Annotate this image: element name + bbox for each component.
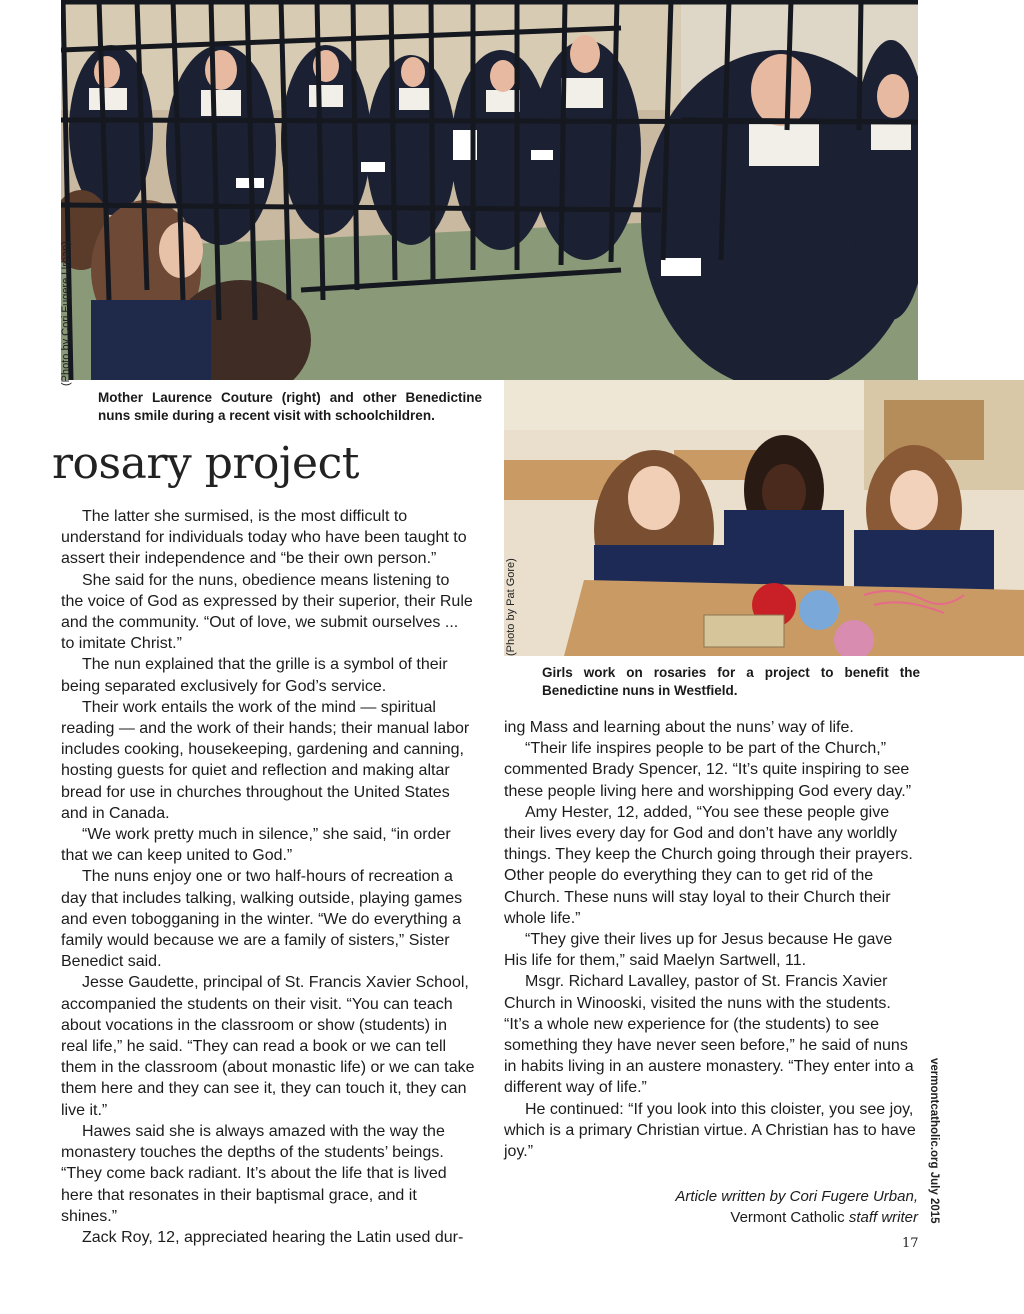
paragraph: The nun explained that the grille is a symbol of their being separated exclusively for God’s service. bbox=[61, 656, 448, 695]
paragraph: Hawes said she is always amazed with the way the monastery touches the depths of the students’ beings. “They come back radiant. It’s about the life that is lived here that resonates in their baptismal grace, and it shines.” bbox=[61, 1122, 447, 1225]
headline: rosary project bbox=[52, 438, 359, 489]
photo-credit: (Photo by Cori Fugere Urban) bbox=[60, 241, 72, 386]
paragraph: Amy Hester, 12, added, “You see these people give their lives every day for God and don’t have any worldly things. They keep the Church going through their prayers. Other people do everything they can to get rid of the Church. These nuns will stay loyal to their Church their whole life.” bbox=[504, 803, 913, 927]
paragraph: “Their life inspires people to be part of the Church,” commented Brady Spencer, 12. “It’s quite inspiring to see these people living here and worshipping God every day.” bbox=[504, 740, 912, 800]
paragraph: “They give their lives up for Jesus because He gave His life for them,” said Maelyn Sartwell, 11. bbox=[504, 931, 893, 970]
article-column-right bbox=[504, 717, 918, 1162]
photo-credit: (Photo by Pat Gore) bbox=[505, 558, 517, 656]
page-number: 17 bbox=[902, 1236, 919, 1251]
paragraph: The nuns enjoy one or two half-hours of recreation a day that includes talking, walking outside, playing games and even tobogganing in the winter. “We do everything a family would because we are a family of sisters,” Sister Benedict said. bbox=[61, 868, 463, 971]
sidebar-text: vermontcatholic.org July 2015 bbox=[928, 1058, 940, 1224]
photo-girls-rosaries bbox=[504, 380, 1024, 656]
sidebar-folio bbox=[926, 1058, 942, 1228]
paragraph: The latter she surmised, is the most difficult to understand for individuals today who have been taught to assert their independence and “be their own person.” bbox=[61, 508, 467, 568]
paragraph: Msgr. Richard Lavalley, pastor of St. Francis Xavier Church in Winooski, visited the nuns with the students. “It’s a whole new experience for (the students) to see something they have never seen before,” he said of nuns in habits living in an austere monastery. “They enter into a different way of life.” bbox=[504, 973, 914, 1097]
author-role: staff writer bbox=[848, 1209, 918, 1226]
paragraph: Zack Roy, 12, appreciated hearing the Latin used dur- bbox=[82, 1228, 464, 1246]
byline-publication bbox=[600, 1207, 918, 1228]
paragraph: She said for the nuns, obedience means listening to the voice of God as expressed by their superior, their Rule and the community. “Out of love, we submit ourselves ... to imitate Christ.” bbox=[61, 571, 473, 653]
publication-name: Vermont Catholic bbox=[730, 1209, 845, 1226]
byline-author: Article written by Cori Fugere Urban, bbox=[675, 1188, 918, 1205]
paragraph: He continued: “If you look into this cloister, you see joy, which is a primary Christian virtue. A Christian has to have joy.” bbox=[504, 1100, 916, 1161]
byline bbox=[600, 1186, 918, 1228]
paragraph: “We work pretty much in silence,” she said, “in order that we can keep united to God.” bbox=[61, 826, 451, 865]
photo-caption: Girls work on rosaries for a project to benefit the Benedictine nuns in Westfield. bbox=[542, 665, 920, 698]
article-column-left bbox=[61, 506, 475, 1248]
photo-nuns-grille bbox=[61, 0, 918, 380]
paragraph: Their work entails the work of the mind — spiritual reading — and the work of their hands; their manual labor includes cooking, housekeeping, gardening and canning, hosting guests for quiet and reflection and making altar bread for use in churches throughout the United States and in Canada. bbox=[61, 698, 470, 822]
paragraph-continuation: ing Mass and learning about the nuns’ way of life. bbox=[504, 719, 854, 736]
paragraph: Jesse Gaudette, principal of St. Francis Xavier School, accompanied the students on their visit. “You can teach about vocations in the classroom or show (students) in real life,” he said. “They can read a book or we can tell them in the classroom (about monastic life) or we can take them here and they can see it, they can touch it, they can live it.” bbox=[61, 974, 475, 1119]
photo-caption: Mother Laurence Couture (right) and other Benedictine nuns smile during a recent visit with schoolchildren. bbox=[98, 390, 482, 423]
